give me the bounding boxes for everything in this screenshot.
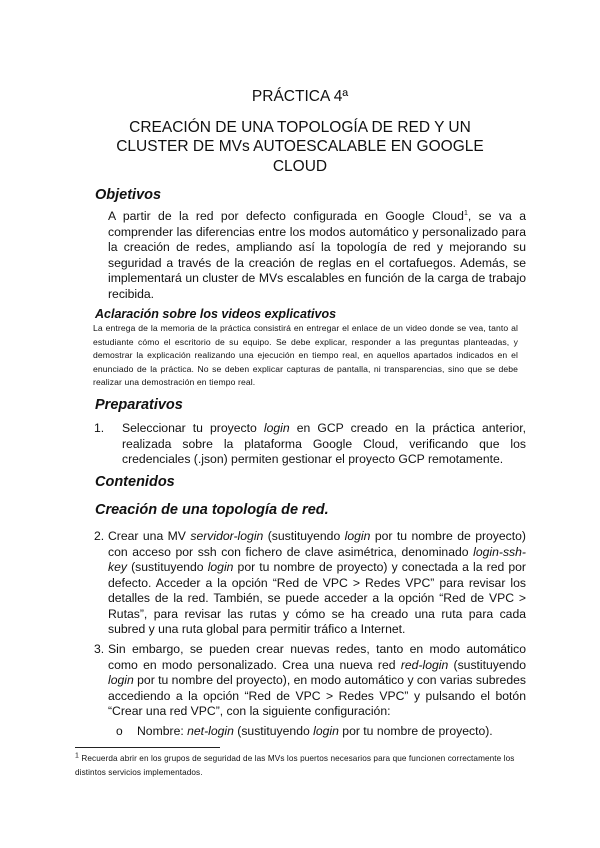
footnote-divider: [75, 747, 220, 748]
item-2-text-d: (sustituyendo: [126, 560, 208, 574]
document-title-line-1: CREACIÓN DE UNA TOPOLOGÍA DE RED Y UN: [129, 119, 471, 136]
item-2-paragraph: [108, 529, 526, 638]
item-3-text-c: por tu nombre del proyecto), en modo automático y con varias subredes accediendo a la opción “Red de VPC > Redes VPC” y pulsando el botón “Crear una red VPC”, con la siguiente configuración:: [108, 673, 526, 718]
footnote-text: Recuerda abrir en los grupos de seguridad de las MVs los puertos necesarios para que funcionen correctamente los distintos servicios implementados.: [75, 754, 515, 777]
item-2-text-e: por tu nombre de proyecto) y conectada a la red por defecto. Acceder a la opción “Red de VPC > Redes VPC” para revisar los detalles de la red. También, se puede acceder a la opción “Red de VPC > Rutas”, para revisar las rutas y cómo se ha creado una ruta para cada subred y una ruta global para permitir tráfico a Internet.: [108, 560, 526, 636]
practice-title: PRÁCTICA 4ª: [251, 88, 349, 105]
item-2-text-b: (sustituyendo: [263, 529, 345, 543]
item-1-text-end: en GCP creado en la práctica anterior, realizada sobre la plataforma Google Cloud, verificando que los credenciales (.json) permiten gestionar el proyecto GCP remotamente.: [122, 421, 526, 466]
item-2-text-c: por tu nombre de proyecto) con acceso por ssh con fichero de clave asimétrica, denominado: [108, 529, 526, 559]
item-3-text: Sin embargo, se pueden crear nuevas redes, tanto en modo automático como en modo personalizado. Crea una nueva red: [108, 642, 526, 672]
bullet-text: Nombre:: [137, 724, 188, 738]
contenidos-heading: Contenidos: [95, 474, 175, 490]
item-3-red-login: red-login: [400, 657, 449, 672]
preparativos-heading: Preparativos: [95, 397, 183, 413]
topologia-subheading: Creación de una topología de red.: [95, 502, 329, 518]
document-title-line-3: CLOUD: [272, 158, 328, 175]
item-2-text: Crear una MV: [108, 529, 191, 543]
objetivos-text-a: A partir de la red por defecto configurada en Google Cloud: [108, 209, 464, 223]
item-3-login: login: [108, 673, 134, 687]
bullet-text-c: por tu nombre de proyecto).: [338, 724, 493, 738]
item-2-login: login: [344, 529, 371, 543]
item-1-number: 1.: [94, 421, 105, 435]
footnote-ref: 1: [463, 209, 468, 217]
bullet-marker: o: [116, 724, 123, 738]
objetivos-text-b: , se va a comprender las diferencias entre los modos automático y personalizado para la creación de redes, ampliando así la topología de red y mejorando su seguridad a través de la creación de reglas en el cortafuegos. Además, se implementará un cluster de MVs escalables en función de la carga de trabajo recibida.: [108, 209, 526, 301]
document-title-line-2: CLUSTER DE MVs AUTOESCALABLE EN GOOGLE: [116, 138, 484, 155]
item-1-login: login: [263, 421, 290, 435]
item-2-servidor-login: servidor-login: [190, 529, 264, 543]
bullet-login: login: [313, 724, 339, 738]
item-2-login-2: login: [207, 560, 234, 574]
objetivos-heading: Objetivos: [95, 187, 162, 203]
aclaracion-paragraph: La entrega de la memoria de la práctica consistirá en entregar el enlace de un video donde se vea, tanto al estudiante cómo el escritorio de su equipo. Se debe explicar, responder a las preguntas planteadas, y demostrar la explicación realizando una ejecución en tiempo real, en aquellos apartados indicados en el enunciado de la práctica. No se deben explicar capturas de pantalla, ni transparencias, sino que se debe realizar una demostración en tiempo real.: [93, 323, 518, 387]
item-2-ssh-key: login-ssh-key: [108, 544, 526, 574]
item-1-text: Seleccionar tu proyecto: [122, 421, 264, 435]
item-3-text-b: (sustituyendo: [448, 657, 527, 672]
objetivos-paragraph: [108, 209, 526, 302]
aclaracion-heading: Aclaración sobre los videos explicativos: [95, 307, 337, 321]
item-1-paragraph: [122, 421, 526, 468]
bullet-item-nombre: [137, 724, 527, 740]
item-3-paragraph: [108, 642, 526, 720]
footnote-mark: 1: [75, 752, 79, 760]
bullet-net-login: net-login: [187, 724, 234, 738]
item-2-number: 2.: [94, 529, 105, 543]
footnote: [75, 752, 525, 780]
item-3-number: 3.: [94, 642, 105, 656]
bullet-text-b: (sustituyendo: [233, 724, 314, 738]
